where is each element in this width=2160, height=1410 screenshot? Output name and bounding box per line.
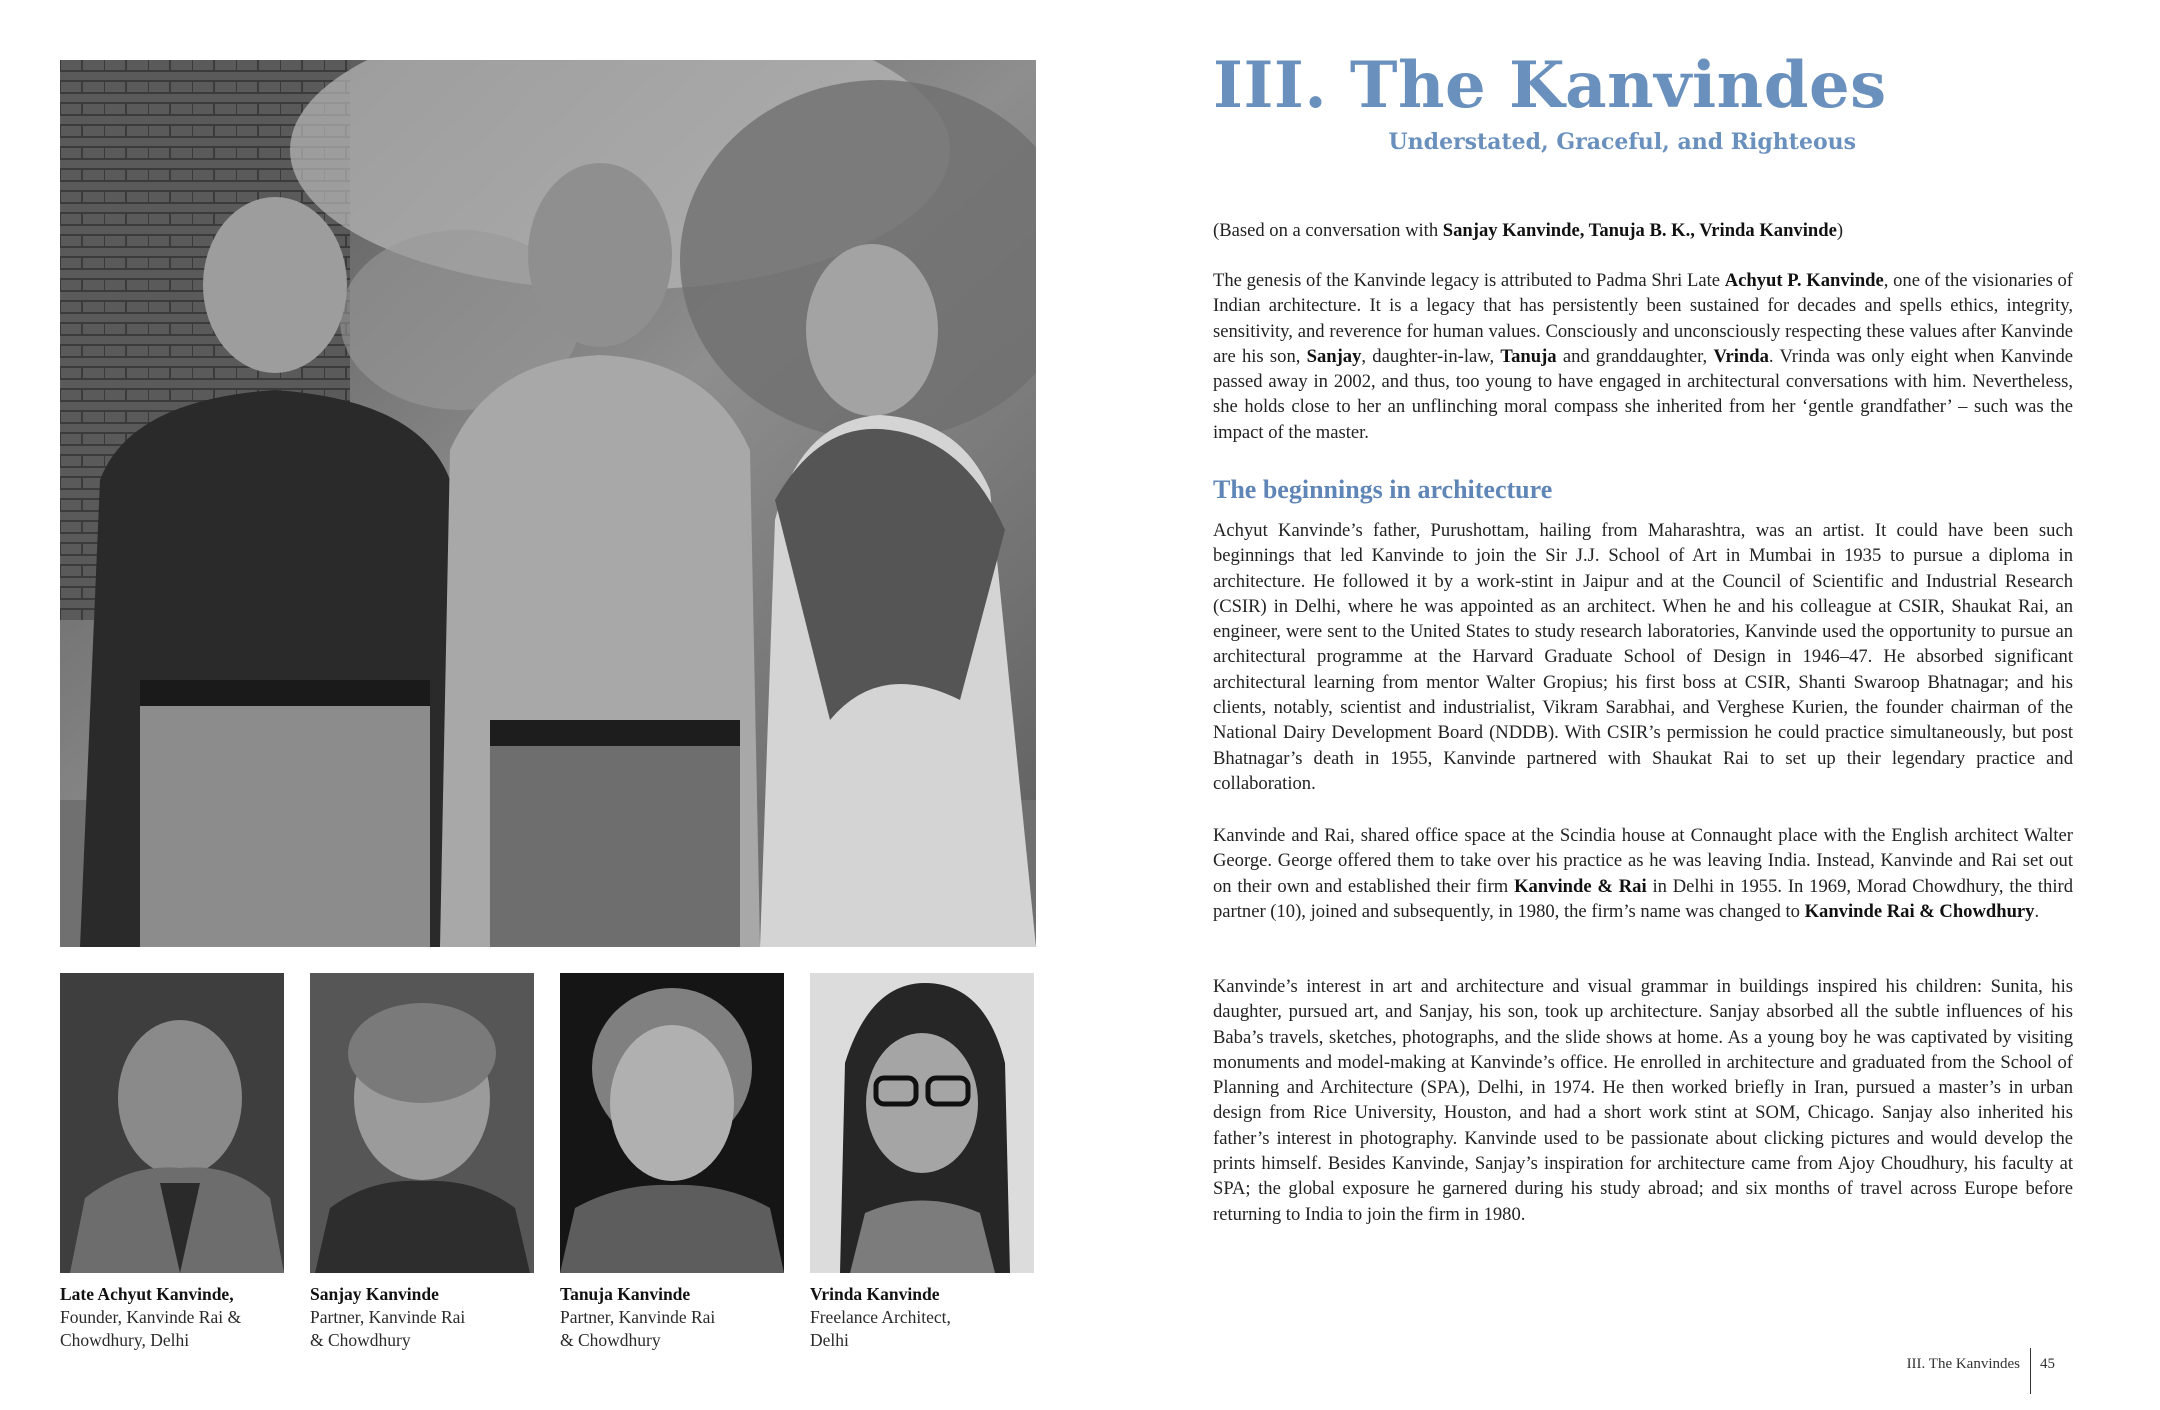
section-heading: The beginnings in architecture bbox=[1213, 475, 1553, 504]
portrait-sanjay-kanvinde bbox=[310, 973, 534, 1273]
paragraph-firm bbox=[1213, 823, 2073, 924]
text-run: . bbox=[2034, 900, 2040, 922]
caption-name: Vrinda Kanvinde bbox=[810, 1284, 940, 1304]
caption-name: Tanuja Kanvinde bbox=[560, 1284, 691, 1304]
group-photo-image bbox=[60, 60, 1036, 947]
caption-name: Late Achyut Kanvinde, bbox=[60, 1284, 234, 1304]
bold-run: Achyut P. Kanvinde bbox=[1724, 270, 1884, 291]
caption-role: Delhi bbox=[810, 1330, 849, 1350]
caption-achyut-kanvinde bbox=[60, 1283, 300, 1352]
caption-role: Partner, Kanvinde Rai bbox=[560, 1307, 716, 1327]
caption-role: Chowdhury, Delhi bbox=[60, 1330, 190, 1350]
paragraph-sanjay: Kanvinde’s interest in art and architecture and visual grammar in buildings inspired his children: Sunita, his daughter, pursued art, and Sanjay, his son, took up architecture. Sanjay absorbed all the subtle influences of his Baba’s travels, sketches, photographs, and the slide shows at home. As a young boy he was captivated by visiting monuments and model-making at Kanvinde’s office. He enrolled in architecture and graduated from the School of Planning and Architecture (SPA), Delhi, in 1974. He then worked briefly in Iran, pursued a master’s in urban design from Rice University, Houston, and had a short work stint at SOM, Chicago. Sanjay also inherited his father’s interest in photography. Kanvinde used to be passionate about clicking pictures and would develop the prints himself. Besides Kanvinde, Sanjay’s inspiration for architecture came from Ajoy Choudhury, his faculty at SPA; the global exposure he garnered during his study abroad; and six months of travel across Europe before returning to India to join the firm in 1980. bbox=[1213, 976, 2073, 1225]
portrait-photo-icon bbox=[60, 973, 284, 1273]
text-run: , daughter-in-law, bbox=[1361, 345, 1501, 367]
bold-run: Kanvinde & Rai bbox=[1514, 875, 1647, 897]
footer-divider bbox=[2030, 1348, 2031, 1394]
bold-run: Sanjay bbox=[1306, 345, 1362, 367]
caption-tanuja-kanvinde bbox=[560, 1283, 800, 1352]
caption-vrinda-kanvinde bbox=[810, 1283, 1050, 1352]
intro-prefix: (Based on a conversation with bbox=[1213, 220, 1443, 241]
bold-run: Tanuja bbox=[1500, 345, 1557, 367]
intro-note bbox=[1213, 218, 2073, 243]
portrait-photo-icon bbox=[810, 973, 1034, 1273]
group-photo bbox=[60, 60, 1036, 947]
caption-role: Freelance Architect, bbox=[810, 1307, 951, 1327]
chapter-subtitle: Understated, Graceful, and Righteous bbox=[1388, 129, 1856, 155]
chapter-title: III. The Kanvindes bbox=[1213, 48, 1887, 123]
portrait-photo-icon bbox=[560, 973, 784, 1273]
text-run: , one of the visionaries of Indian architecture. It is a legacy that has persistently been sustained for decades and spells ethics, integrity, sensitivity, and reverence for human values. Consciously and unconsciously respecting these values after Kanvinde are his son, bbox=[1213, 270, 2073, 367]
caption-role: & Chowdhury bbox=[310, 1330, 411, 1350]
intro-names: Sanjay Kanvinde, Tanuja B. K., Vrinda Kanvinde bbox=[1442, 220, 1837, 241]
intro-suffix: ) bbox=[1836, 220, 1844, 241]
text-run: . Vrinda was only eight when Kanvinde passed away in 2002, and thus, too young to have engaged in architectural conversations with him. Nevertheless, she holds close to her an unflinching moral compass she inherited from her ‘gentle grandfather’ – such was the impact of the master. bbox=[1213, 345, 2073, 443]
portrait-achyut-kanvinde bbox=[60, 973, 284, 1273]
page-number: 45 bbox=[2040, 1356, 2055, 1372]
caption-name: Sanjay Kanvinde bbox=[310, 1284, 439, 1304]
paragraph-beginnings: Achyut Kanvinde’s father, Purushottam, hailing from Maharashtra, was an artist. It could have been such beginnings that led Kanvinde to join the Sir J.J. School of Art in Mumbai in 1935 to pursue a diploma in architecture. He followed it by a work-stint in Jaipur and at the Council of Scientific and Industrial Research (CSIR) in Delhi, where he was appointed as an architect. When he and his colleague at CSIR, Shaukat Rai, an engineer, were sent to the United States to study research laboratories, Kanvinde used the opportunity to pursue an architectural programme at the Harvard Graduate School of Design in 1946–47. He absorbed significant architectural learning from mentor Walter Gropius; his first boss at CSIR, Shanti Swaroop Bhatnagar; and his clients, notably, scientist and industrialist, Vikram Sarabhai, and Verghese Kurien, the founder chairman of the National Dairy Development Board (NDDB). With CSIR’s permission he could practice simultaneously, but post Bhatnagar’s death in 1955, Kanvinde partnered with Shaukat Rai to set up their legendary practice and collaboration. bbox=[1213, 520, 2073, 794]
portrait-photo-icon bbox=[310, 973, 534, 1273]
text-run: The genesis of the Kanvinde legacy is attributed to Padma Shri Late bbox=[1213, 270, 1725, 291]
portrait-tanuja-kanvinde bbox=[560, 973, 784, 1273]
caption-role: Founder, Kanvinde Rai & bbox=[60, 1307, 242, 1327]
running-head: III. The Kanvindes bbox=[1906, 1356, 2020, 1372]
caption-sanjay-kanvinde bbox=[310, 1283, 550, 1352]
text-run: in Delhi in 1955. In 1969, Morad Chowdhury, the third partner (10), joined and subsequently, in 1980, the firm’s name was changed to bbox=[1213, 875, 2073, 922]
caption-role: & Chowdhury bbox=[560, 1330, 661, 1350]
text-run: Kanvinde and Rai, shared office space at the Scindia house at Connaught place with the English architect Walter George. George offered them to take over his practice as he was leaving India. Instead, Kanvinde and Rai set out on their own and established their firm bbox=[1213, 825, 2073, 897]
bold-run: Kanvinde Rai & Chowdhury bbox=[1804, 900, 2035, 922]
portrait-vrinda-kanvinde bbox=[810, 973, 1034, 1273]
caption-role: Partner, Kanvinde Rai bbox=[310, 1307, 466, 1327]
text-run: and granddaughter, bbox=[1556, 345, 1714, 367]
bold-run: Vrinda bbox=[1713, 345, 1769, 367]
paragraph-legacy bbox=[1213, 268, 2073, 445]
